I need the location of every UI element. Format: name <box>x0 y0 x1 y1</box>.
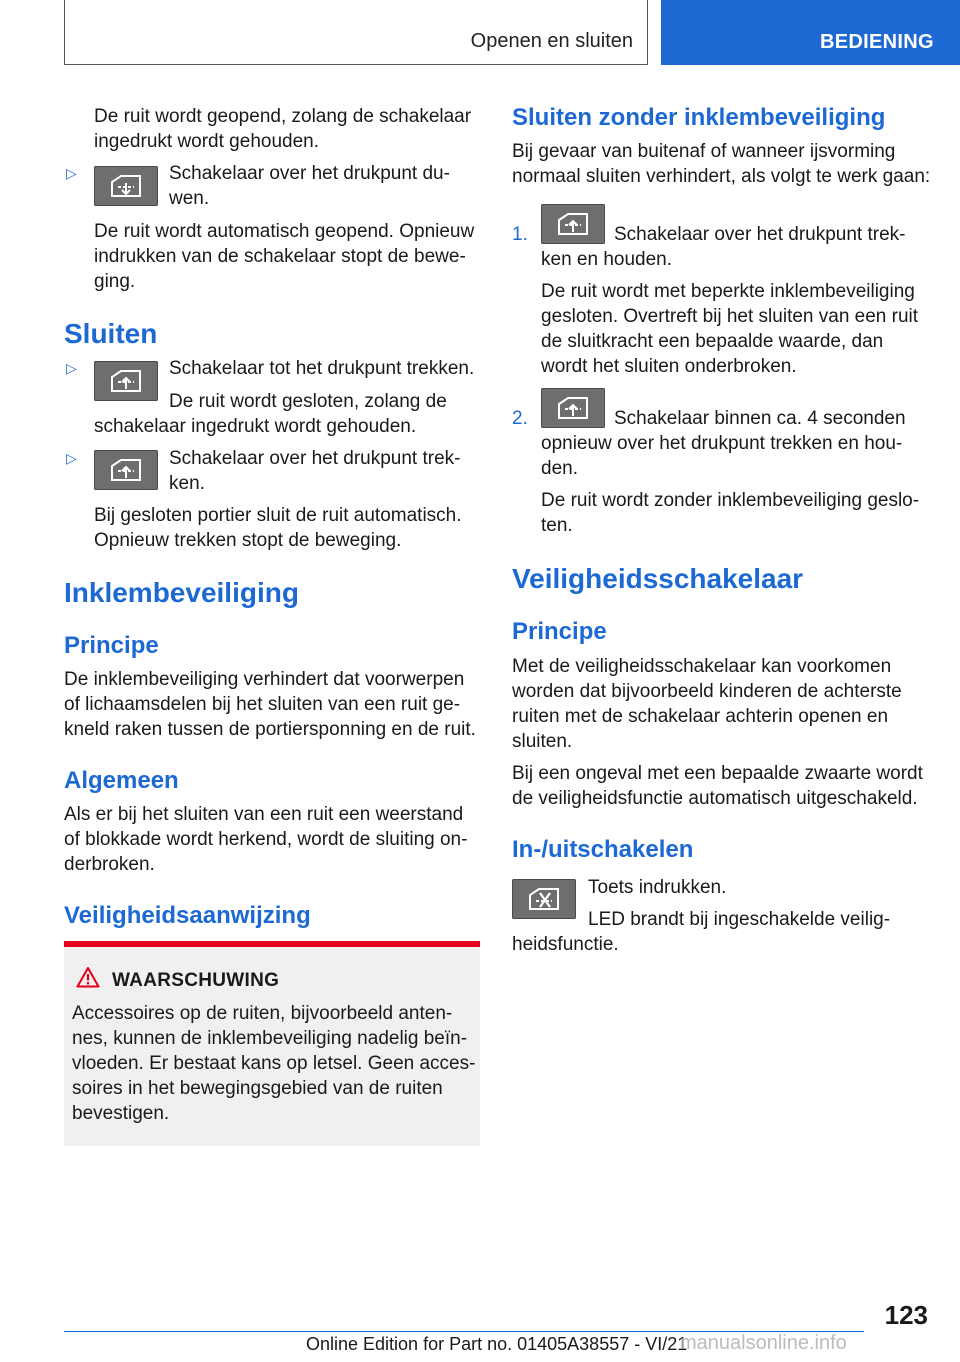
left-intro-line-2: ingedrukt wordt gehouden. <box>94 131 319 152</box>
step-1-line-2: ken en houden. <box>541 249 673 270</box>
principe-right-line-6: de veiligheidsfunctie automatisch uitgeschakeld. <box>512 788 918 809</box>
list-arrow-icon: ▷ <box>66 360 77 376</box>
veiligheidsaanwijzing-heading: Veiligheidsaanwijzing <box>64 902 311 929</box>
sluiten-zonder-heading: Sluiten zonder inklembeveiliging <box>512 104 886 131</box>
principe-heading: Principe <box>64 632 159 659</box>
step-a-line-3: De ruit wordt automatisch geopend. Opnieuw <box>94 221 475 242</box>
inklembeveiliging-heading: Inklembeveiliging <box>64 577 299 608</box>
step-b-line-1: Schakelaar tot het drukpunt trekken. <box>169 358 475 379</box>
step-c-line-3: Bij gesloten portier sluit de ruit automatisch. <box>94 505 462 526</box>
step-b-line-2: De ruit wordt gesloten, zolang de <box>169 391 447 412</box>
step-a-line-4: indrukken van de schakelaar stopt de bewe- <box>94 246 466 267</box>
algemeen-line-3: derbroken. <box>64 854 155 875</box>
principe-right-line-5: Bij een ongeval met een bepaalde zwaarte wordt <box>512 763 923 784</box>
veiligheidsschakelaar-heading: Veiligheidsschakelaar <box>512 563 804 594</box>
page-number: 123 <box>884 1300 928 1330</box>
list-arrow-icon: ▷ <box>66 450 77 466</box>
warning-triangle-icon <box>76 966 100 988</box>
step-c-line-1: Schakelaar over het drukpunt trek- <box>169 448 461 469</box>
in-uit-line-1: Toets indrukken. <box>588 877 727 898</box>
principe-line-1: De inklembeveiliging verhindert dat voorwerpen <box>64 669 465 690</box>
step-a-line-5: ging. <box>94 271 136 292</box>
warning-line-1: Accessoires op de ruiten, bijvoorbeeld anten- <box>72 1003 453 1024</box>
header-chapter-tab <box>661 0 960 65</box>
algemeen-line-2: of blokkade wordt herkend, wordt de sluiting on- <box>64 829 468 850</box>
algemeen-line-1: Als er bij het sluiten van een ruit een weerstand <box>64 804 464 825</box>
sluiten-zonder-intro-1: Bij gevaar van buitenaf of wanneer ijsvorming <box>512 141 896 162</box>
step-c-line-4: Opnieuw trekken stopt de beweging. <box>94 530 402 551</box>
header-section-box <box>64 0 648 65</box>
window-switch-icon <box>541 204 605 244</box>
window-switch-icon <box>541 388 605 428</box>
step-2-line-4: De ruit wordt zonder inklembeveiliging geslo- <box>541 490 920 511</box>
step-1-line-3: De ruit wordt met beperkte inklembeveiliging <box>541 281 915 302</box>
left-intro-line-1: De ruit wordt geopend, zolang de schakelaar <box>94 106 472 127</box>
principe-line-2: of lichaamsdelen bij het sluiten van een ruit ge- <box>64 694 461 715</box>
step-2-line-3: den. <box>541 458 578 479</box>
warning-line-2: nes, kunnen de inklembeveiliging nadelig beïn- <box>72 1028 468 1049</box>
list-arrow-icon: ▷ <box>66 165 77 181</box>
algemeen-heading: Algemeen <box>64 767 179 794</box>
window-switch-icon <box>94 450 158 490</box>
principe-right-line-4: sluiten. <box>512 731 573 752</box>
warning-line-3: vloeden. Er bestaat kans op letsel. Geen acces- <box>72 1053 476 1074</box>
in-uit-line-3: heidsfunctie. <box>512 934 619 955</box>
step-b-line-3: schakelaar ingedrukt wordt gehouden. <box>94 416 417 437</box>
warning-line-5: bevestigen. <box>72 1103 170 1124</box>
in-uit-line-2: LED brandt bij ingeschakelde veilig- <box>588 909 891 930</box>
step-1-line-4: gesloten. Overtreft bij het sluiten van een ruit <box>541 306 919 327</box>
principe-heading-right: Principe <box>512 618 607 645</box>
sluiten-heading: Sluiten <box>64 318 158 349</box>
step-1-line-5: de sluitkracht een bepaalde waarde, dan <box>541 331 884 352</box>
watermark: manualsonline.info <box>680 1332 847 1354</box>
footer-edition: Online Edition for Part no. 01405A38557 - VI/21 <box>306 1334 688 1354</box>
step-2-line-1: Schakelaar binnen ca. 4 seconden <box>614 408 906 429</box>
window-switch-icon <box>94 166 158 206</box>
step-2-line-2: opnieuw over het drukpunt trekken en hou- <box>541 433 903 454</box>
header-section-title: Openen en sluiten <box>470 30 633 52</box>
step-2-number: 2. <box>512 408 528 429</box>
principe-right-line-3: ruiten met de schakelaar achterin openen en <box>512 706 889 727</box>
step-1-line-6: wordt het sluiten onderbroken. <box>541 356 797 377</box>
step-a-line-1: Schakelaar over het drukpunt du- <box>169 163 450 184</box>
principe-right-line-1: Met de veiligheidsschakelaar kan voorkomen <box>512 656 892 677</box>
step-c-line-2: ken. <box>169 473 205 494</box>
step-a-line-2: wen. <box>169 188 210 209</box>
principe-line-3: kneld raken tussen de portiersponning en de ruit. <box>64 719 476 740</box>
step-2-line-5: ten. <box>541 515 573 536</box>
warning-title: WAARSCHUWING <box>112 970 280 991</box>
sluiten-zonder-intro-2: normaal sluiten verhindert, als volgt te werk gaan: <box>512 166 931 187</box>
principe-right-line-2: worden dat bijvoorbeeld kinderen de achterste <box>512 681 902 702</box>
warning-line-4: soires in het bewegingsgebied van de ruiten <box>72 1078 443 1099</box>
in-uitschakelen-heading: In-/uitschakelen <box>512 836 694 863</box>
step-1-line-1: Schakelaar over het drukpunt trek- <box>614 224 906 245</box>
window-switch-icon <box>94 361 158 401</box>
step-1-number: 1. <box>512 224 528 245</box>
window-lock-switch-icon <box>512 879 576 919</box>
header-chapter-title: BEDIENING <box>820 31 934 53</box>
